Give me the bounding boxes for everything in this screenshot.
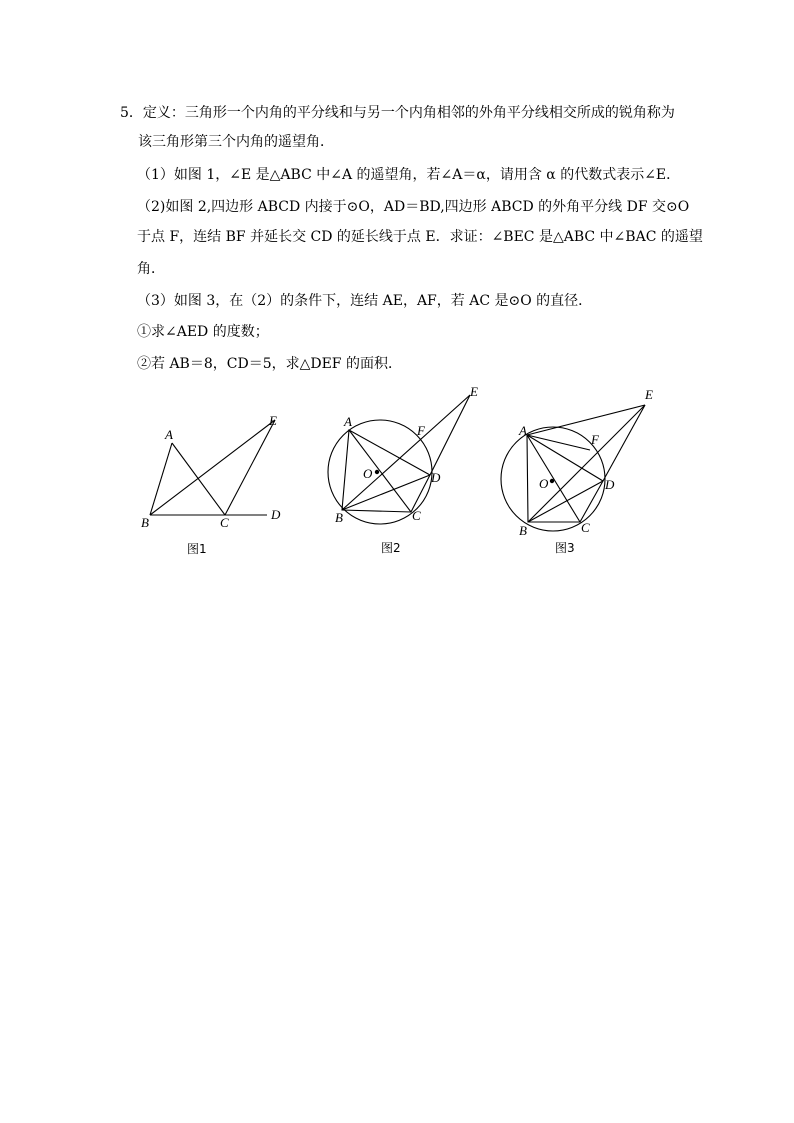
label-d: D	[431, 470, 441, 485]
figure-3-diagram	[495, 385, 675, 565]
label-b: B	[519, 523, 527, 538]
problem-part-3: （3）如图 3，在（2）的条件下，连结 AE，AF，若 AC 是⊙O 的直径．	[137, 293, 593, 309]
figure-2	[320, 380, 500, 569]
label-e: E	[645, 387, 653, 402]
label-a: A	[344, 414, 352, 429]
figure-1-diagram	[135, 405, 305, 565]
figure-2-caption: 图2	[381, 541, 401, 555]
problem-part-3-q1: ①求∠AED 的度数；	[137, 324, 269, 340]
label-o: O	[539, 476, 549, 491]
label-d: D	[271, 507, 281, 522]
figure-3	[495, 385, 675, 569]
center-dot	[550, 479, 554, 483]
label-b: B	[335, 510, 343, 525]
figure-1	[135, 405, 305, 569]
problem-line-2: 该三角形第三个内角的遥望角．	[138, 134, 334, 150]
label-b: B	[141, 515, 149, 530]
label-f: F	[591, 432, 599, 447]
label-a: A	[165, 427, 173, 442]
label-c: C	[220, 515, 229, 530]
problem-part-2-cont: 于点 F，连结 BF 并延长交 CD 的延长线于点 E．求证：∠BEC 是△ABC 中∠BAC 的遥望	[137, 229, 703, 245]
problem-part-1: （1）如图 1，∠E 是△ABC 中∠A 的遥望角，若∠A＝α，请用含 α 的代数式表示∠E．	[137, 167, 681, 183]
problem-line-1: 5．定义：三角形一个内角的平分线和与另一个内角相邻的外角平分线相交所成的锐角称为	[120, 105, 675, 121]
label-o: O	[363, 466, 373, 481]
label-f: F	[417, 423, 425, 438]
label-a: A	[519, 423, 527, 438]
problem-part-2: （2)如图 2,四边形 ABCD 内接于⊙O，AD＝BD,四边形 ABCD 的外角平分线 DF 交⊙O	[137, 199, 690, 215]
problem-part-3-q2: ②若 AB＝8，CD＝5，求△DEF 的面积．	[137, 356, 402, 372]
figure-3-caption: 图3	[555, 541, 575, 555]
label-c: C	[412, 508, 421, 523]
problem-number: 5．	[120, 105, 143, 121]
figure-2-diagram	[320, 380, 500, 565]
label-d: D	[605, 477, 615, 492]
center-dot	[375, 470, 379, 474]
label-e: E	[470, 384, 478, 399]
label-c: C	[581, 520, 590, 535]
label-e: E	[269, 413, 277, 428]
figure-1-caption: 图1	[187, 542, 207, 556]
problem-part-2-end: 角．	[137, 261, 165, 277]
